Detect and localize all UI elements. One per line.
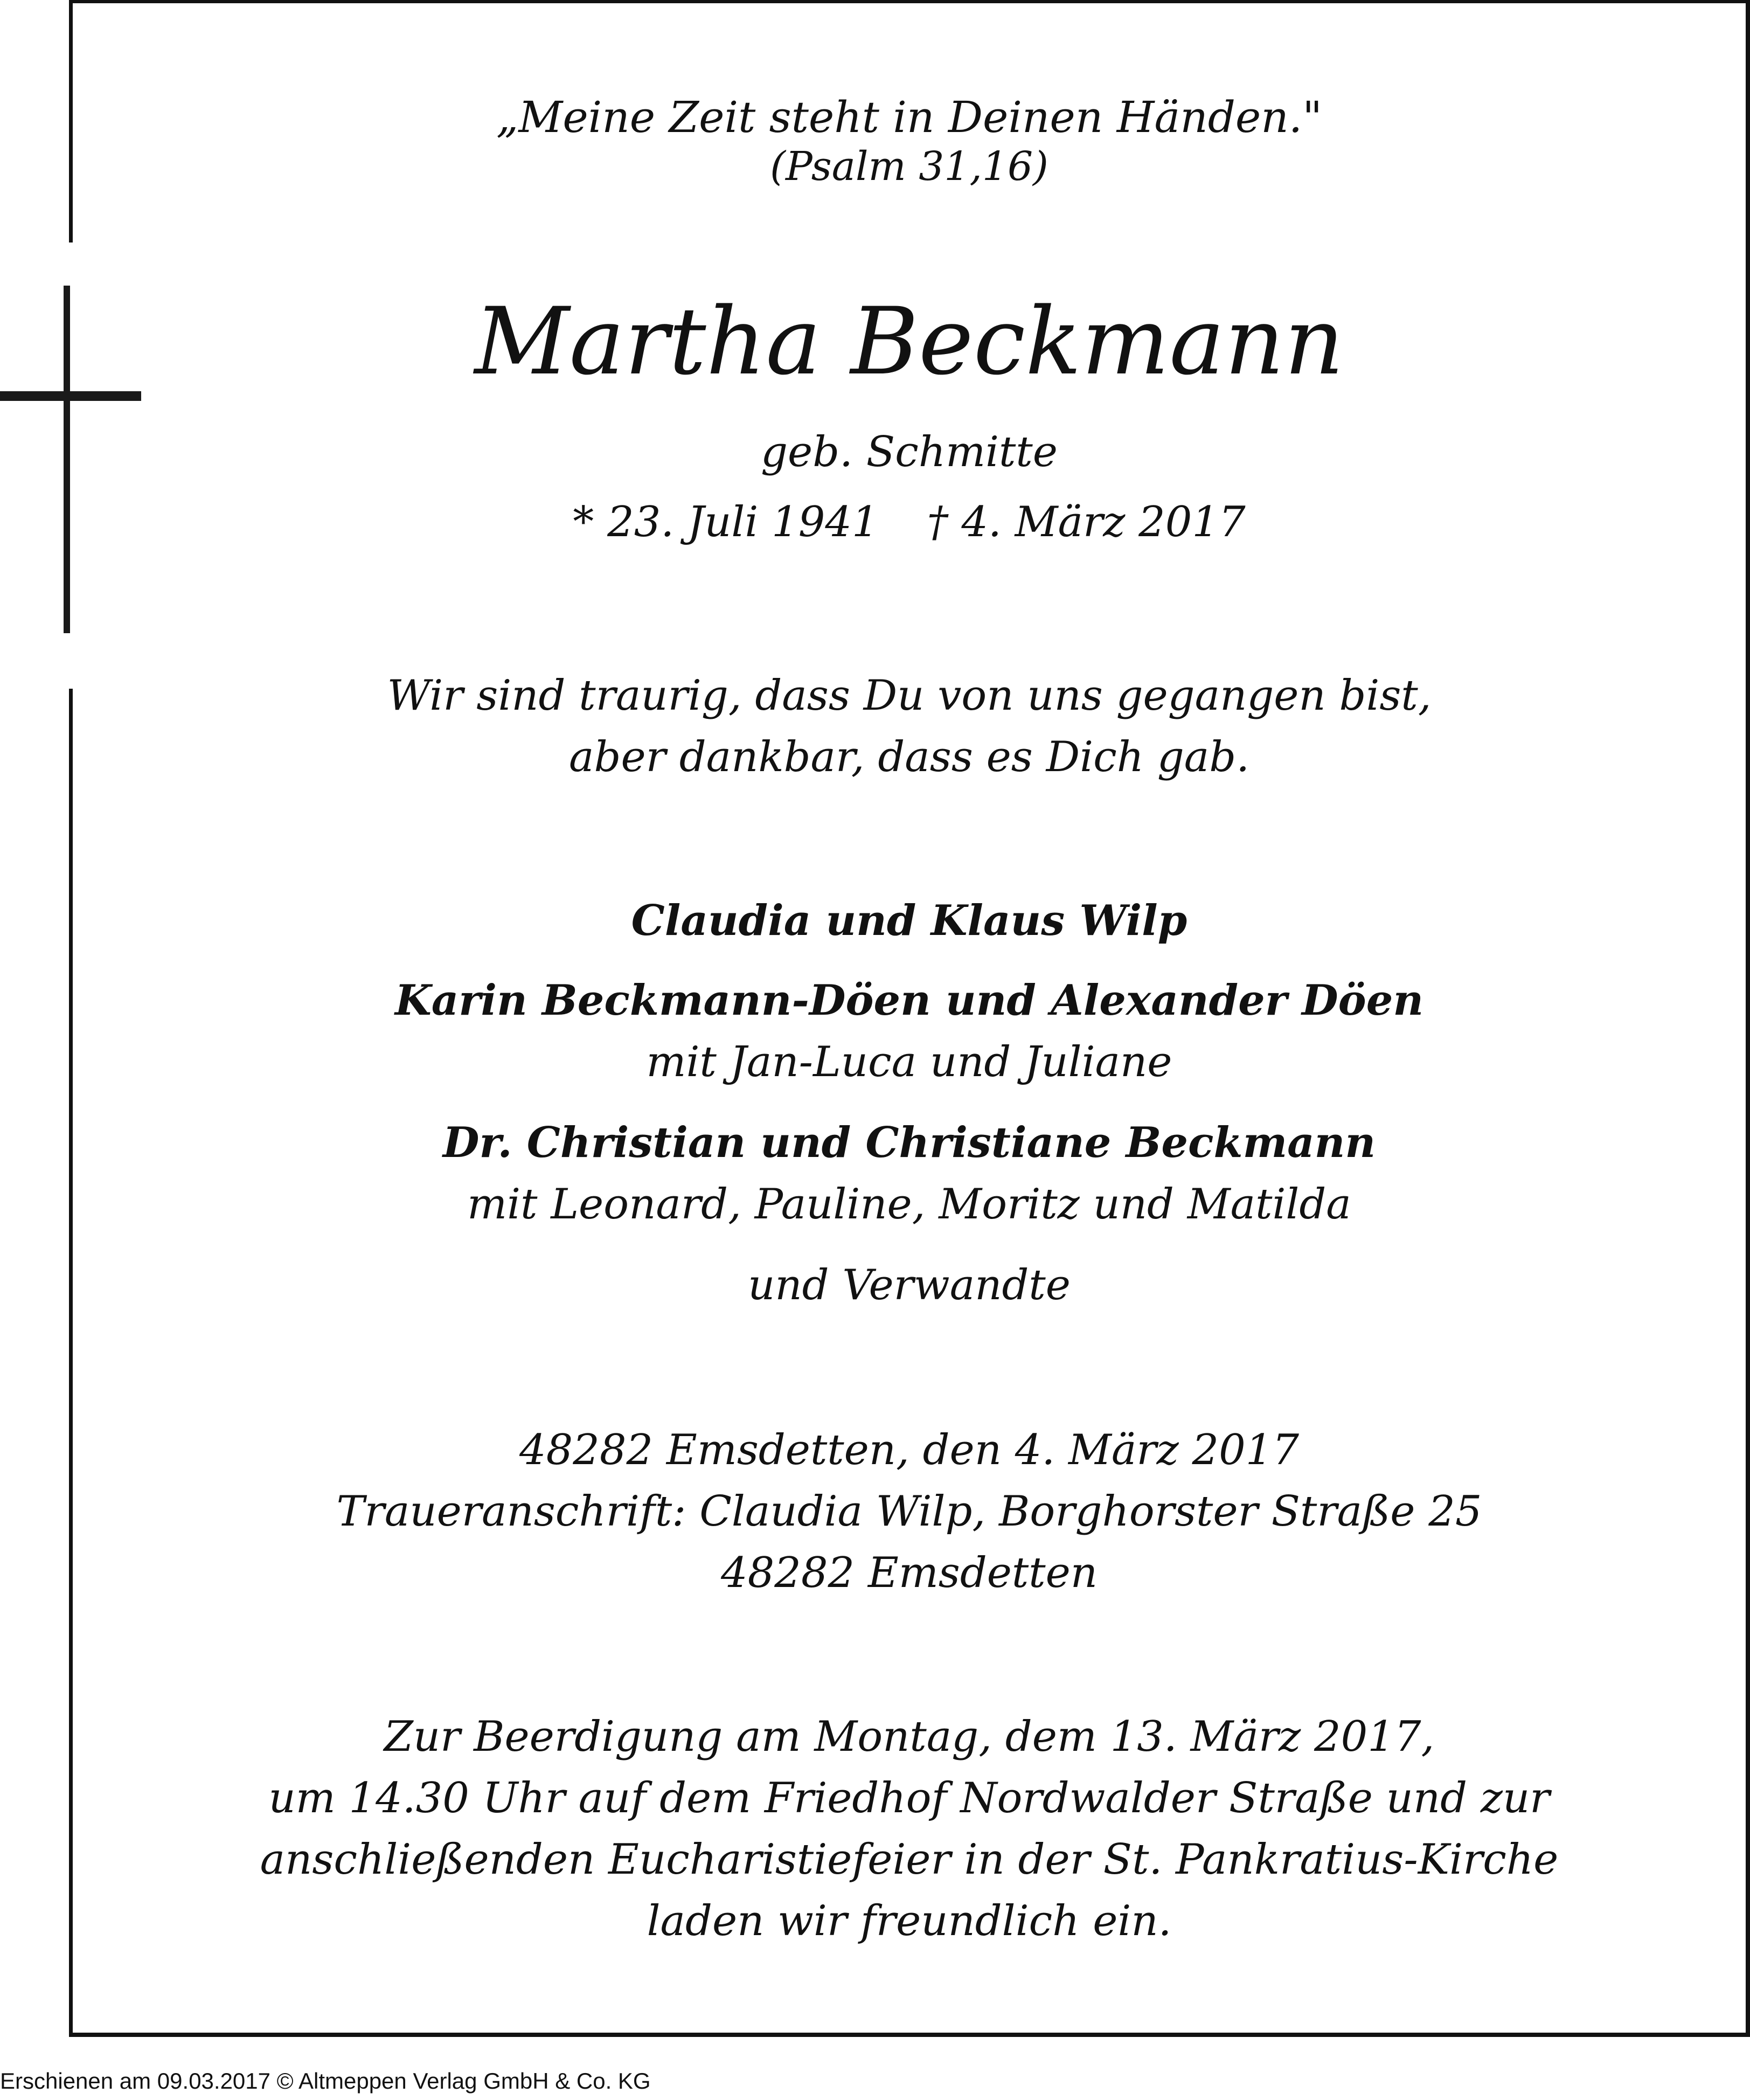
birth-date: * 23. Juli 1941 <box>573 498 879 546</box>
bible-reference: (Psalm 31,16) <box>770 143 1048 190</box>
funeral-line-2: um 14.30 Uhr auf dem Friedhof Nordwalder Straße und zur <box>268 1774 1550 1822</box>
funeral-line-1: Zur Beerdigung am Montag, dem 13. März 2017, <box>384 1713 1435 1761</box>
mourner-family-1: Claudia und Klaus Wilp <box>631 896 1188 945</box>
funeral-line-3: anschließenden Eucharistiefeier in der St. Pankratius-Kirche <box>260 1835 1559 1884</box>
frame-top-line <box>69 0 1750 3</box>
message-line-2: aber dankbar, dass es Dich gab. <box>569 733 1249 781</box>
mourning-city: 48282 Emsdetten <box>720 1549 1098 1597</box>
mourner-family-3: Dr. Christian und Christiane Beckmann <box>442 1118 1376 1167</box>
mourner-family-2: Karin Beckmann-Döen und Alexander Döen <box>394 976 1424 1025</box>
frame-bottom-line <box>69 2033 1750 2037</box>
mourning-address: Traueranschrift: Claudia Wilp, Borghorster Straße 25 <box>336 1487 1482 1536</box>
birth-name: geb. Schmitte <box>761 428 1058 476</box>
deceased-name: Martha Beckmann <box>474 287 1344 396</box>
cross-vertical-bar <box>64 286 70 633</box>
message-line-1: Wir sind traurig, dass Du von uns gegangen bist, <box>387 671 1432 720</box>
life-dates <box>73 498 1746 546</box>
mourner-relatives: und Verwandte <box>748 1261 1071 1309</box>
frame-left-upper-line <box>69 0 73 242</box>
frame-right-line <box>1746 0 1750 2037</box>
mourner-family-2-children: mit Jan-Luca und Juliane <box>646 1038 1172 1086</box>
place-date: 48282 Emsdetten, den 4. März 2017 <box>519 1426 1299 1474</box>
frame-left-lower-line <box>69 689 73 2036</box>
cross-horizontal-bar <box>0 391 141 401</box>
funeral-line-4: laden wir freundlich ein. <box>647 1897 1172 1945</box>
bible-quote: „Meine Zeit steht in Deinen Händen." <box>496 92 1323 142</box>
mourner-family-3-children: mit Leonard, Pauline, Moritz und Matilda <box>467 1180 1351 1229</box>
death-date: † 4. März 2017 <box>927 498 1246 546</box>
publication-footer: Erschienen am 09.03.2017 © Altmeppen Verlag GmbH & Co. KG <box>0 2068 651 2094</box>
